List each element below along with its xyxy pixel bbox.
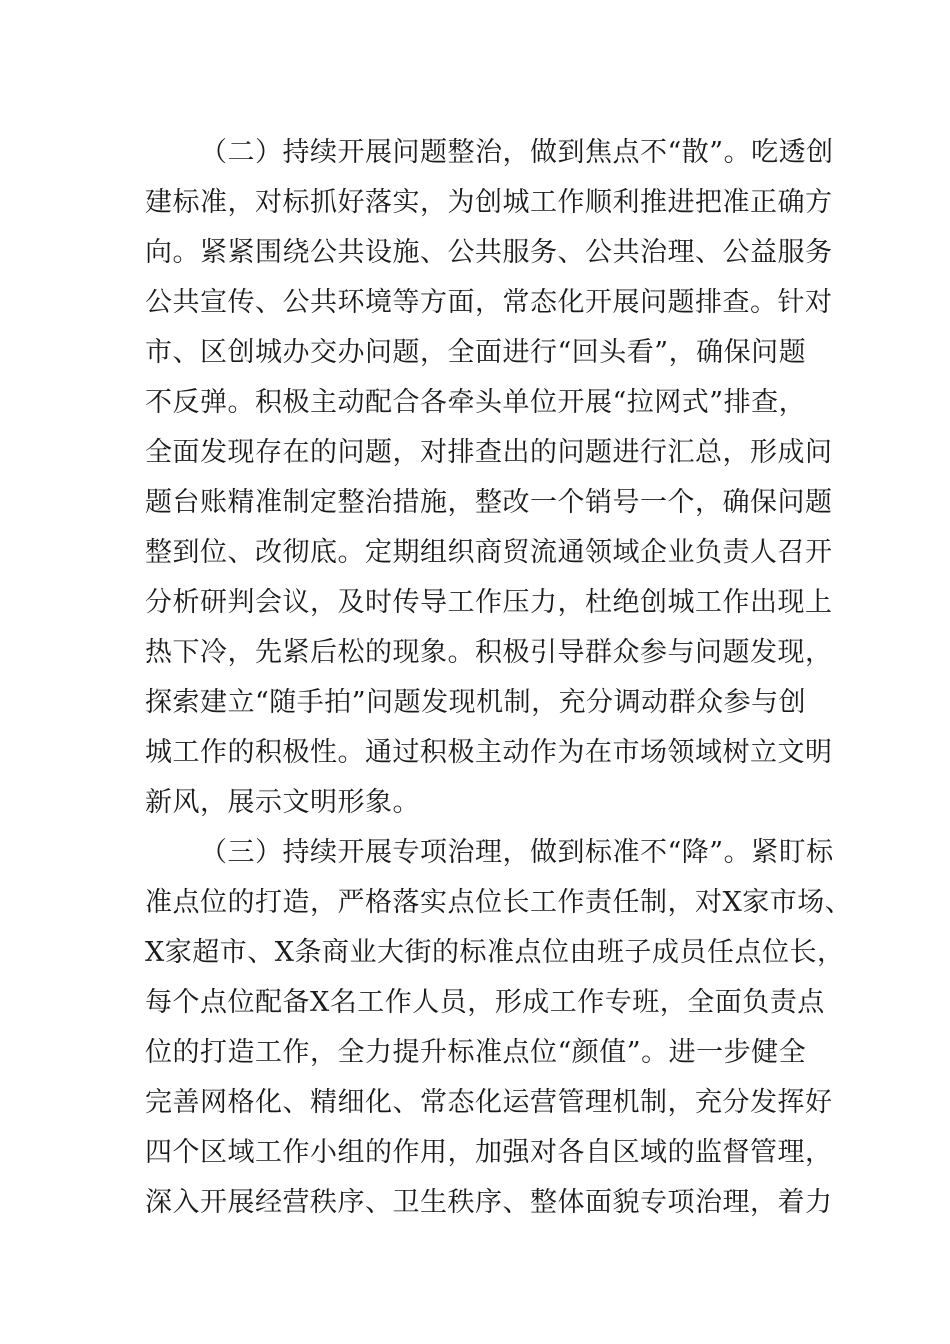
paragraph-3-line-2: 准点位的打造，严格落实点位长工作责任制，对X家市场、: [145, 887, 853, 918]
paragraph-2-line-10: 分析研判会议，及时传导工作压力，杜绝创城工作出现上: [145, 587, 833, 618]
paragraph-3-line-1: （三）持续开展专项治理，做到标准不“降”。紧盯标: [200, 837, 834, 868]
paragraph-2-line-8: 题台账精准制定整治措施，整改一个销号一个，确保问题: [145, 487, 833, 518]
paragraph-2-line-12: 探索建立“随手拍”问题发现机制，充分调动群众参与创: [145, 687, 807, 718]
paragraph-3-line-5: 位的打造工作，全力提升标准点位“颜值”。进一步健全: [145, 1037, 807, 1068]
paragraph-3-line-3: X家超市、X条商业大街的标准点位由班子成员任点位长，: [145, 937, 845, 968]
paragraph-3-line-7: 四个区域工作小组的作用，加强对各自区域的监督管理，: [145, 1137, 833, 1168]
paragraph-3-line-4: 每个点位配备X名工作人员，形成工作专班，全面负责点: [145, 987, 825, 1018]
paragraph-2-line-2: 建标准，对标抓好落实，为创城工作顺利推进把准正确方: [145, 187, 833, 218]
paragraph-2-line-3: 向。紧紧围绕公共设施、公共服务、公共治理、公益服务: [145, 237, 833, 268]
paragraph-2-line-4: 公共宣传、公共环境等方面，常态化开展问题排查。针对: [145, 287, 833, 318]
paragraph-2-line-11: 热下冷，先紧后松的现象。积极引导群众参与问题发现，: [145, 637, 833, 668]
paragraph-2-line-9: 整到位、改彻底。定期组织商贸流通领域企业负责人召开: [145, 537, 833, 568]
paragraph-2-line-6: 不反弹。积极主动配合各牵头单位开展“拉网式”排查，: [145, 387, 807, 418]
paragraph-2-line-13: 城工作的积极性。通过积极主动作为在市场领域树立文明: [145, 737, 833, 768]
paragraph-2-line-14: 新风，展示文明形象。: [145, 787, 420, 818]
paragraph-2-line-5: 市、区创城办交办问题，全面进行“回头看”，确保问题: [145, 337, 807, 368]
paragraph-3-line-8: 深入开展经营秩序、卫生秩序、整体面貌专项治理，着力: [145, 1187, 833, 1218]
paragraph-2-line-1: （二）持续开展问题整治，做到焦点不“散”。吃透创: [200, 137, 834, 168]
paragraph-2-line-7: 全面发现存在的问题，对排查出的问题进行汇总，形成问: [145, 437, 833, 468]
paragraph-3-line-6: 完善网格化、精细化、常态化运营管理机制，充分发挥好: [145, 1087, 833, 1118]
